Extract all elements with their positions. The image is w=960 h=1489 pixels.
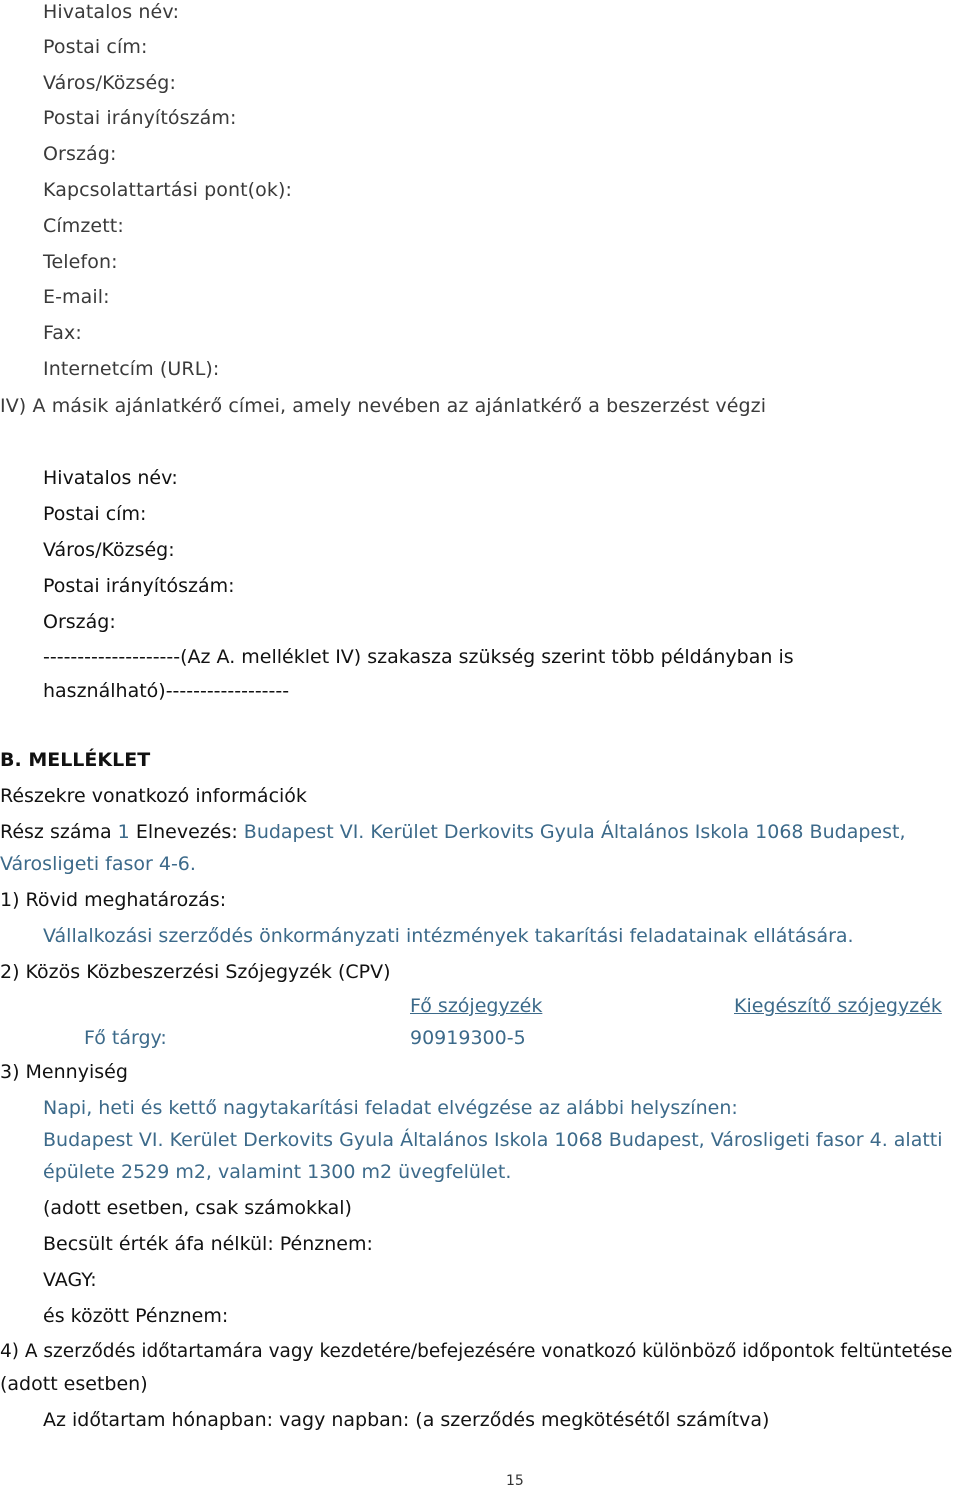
field-official-name: Hivatalos név: [43, 1, 180, 23]
duration-heading-line1: 4) A szerződés időtartamára vagy kezdetére/befejezésére vonatkozó különböző időpontok feltüntetése [0, 1341, 953, 1362]
iv-field-official-name: Hivatalos név: [43, 467, 178, 489]
part-number-value: 1 [117, 821, 130, 843]
short-desc-value: Vállalkozási szerződés önkormányzati intézmények takarítási feladatainak ellátására. [43, 925, 854, 947]
field-addressee: Címzett: [43, 215, 124, 237]
cpv-main-vocabulary-header: Fő szójegyzék [410, 995, 543, 1017]
field-postal-address: Postai cím: [43, 36, 148, 58]
field-internet-url: Internetcím (URL): [43, 358, 220, 380]
iv-note-line1: --------------------(Az A. melléklet IV) szakasza szükség szerint több példányban is [43, 646, 794, 668]
field-country: Ország: [43, 143, 117, 165]
or-label: VAGY: [43, 1269, 97, 1291]
annex-b-subtitle: Részekre vonatkozó információk [0, 785, 307, 807]
annex-b-title: B. MELLÉKLET [0, 749, 151, 771]
cpv-label: 2) Közös Közbeszerzési Szójegyzék (CPV) [0, 961, 391, 983]
page-number: 15 [506, 1473, 524, 1489]
iv-field-country: Ország: [43, 611, 116, 633]
part-name-label: Elnevezés: [135, 821, 238, 843]
part-name-value: Budapest VI. Kerület Derkovits Gyula Általános Iskola 1068 Budapest, [243, 821, 906, 843]
iv-note-line2: használható)------------------ [43, 680, 290, 702]
field-postal-code: Postai irányítószám: [43, 107, 237, 129]
field-telephone: Telefon: [43, 251, 118, 273]
iv-field-postal-address: Postai cím: [43, 503, 147, 525]
field-fax: Fax: [43, 322, 82, 344]
cpv-supplementary-vocabulary-header: Kiegészítő szójegyzék [734, 995, 942, 1017]
part-line [0, 820, 905, 844]
between-label: és között Pénznem: [43, 1305, 229, 1327]
section-iv-heading: IV) A másik ajánlatkérő címei, amely nevében az ajánlatkérő a beszerzést végzi [0, 395, 767, 417]
duration-heading-line2: (adott esetben) [0, 1373, 148, 1395]
iv-field-city: Város/Község: [43, 539, 175, 561]
short-desc-label: 1) Rövid meghatározás: [0, 889, 227, 911]
iv-field-postal-code: Postai irányítószám: [43, 575, 235, 597]
part-name-value-line2: Városligeti fasor 4-6. [0, 853, 196, 875]
field-contact-points: Kapcsolattartási pont(ok): [43, 179, 293, 201]
quantity-line3: épülete 2529 m2, valamint 1300 m2 üvegfelület. [43, 1161, 512, 1183]
part-number-label: Rész száma [0, 821, 112, 843]
quantity-line2: Budapest VI. Kerület Derkovits Gyula Általános Iskola 1068 Budapest, Városligeti fasor 4. alatti [43, 1129, 943, 1151]
quantity-label: 3) Mennyiség [0, 1061, 128, 1083]
cpv-main-object-code: 90919300-5 [410, 1027, 526, 1049]
field-email: E-mail: [43, 286, 110, 308]
numbers-only-note: (adott esetben, csak számokkal) [43, 1197, 352, 1219]
cpv-main-object-label: Fő tárgy: [84, 1027, 167, 1049]
quantity-line1: Napi, heti és kettő nagytakarítási feladat elvégzése az alábbi helyszínen: [43, 1097, 738, 1119]
estimated-value-label: Becsült érték áfa nélkül: Pénznem: [43, 1233, 373, 1255]
field-city: Város/Község: [43, 72, 176, 94]
duration-months-days: Az időtartam hónapban: vagy napban: (a szerződés megkötésétől számítva) [43, 1409, 770, 1431]
